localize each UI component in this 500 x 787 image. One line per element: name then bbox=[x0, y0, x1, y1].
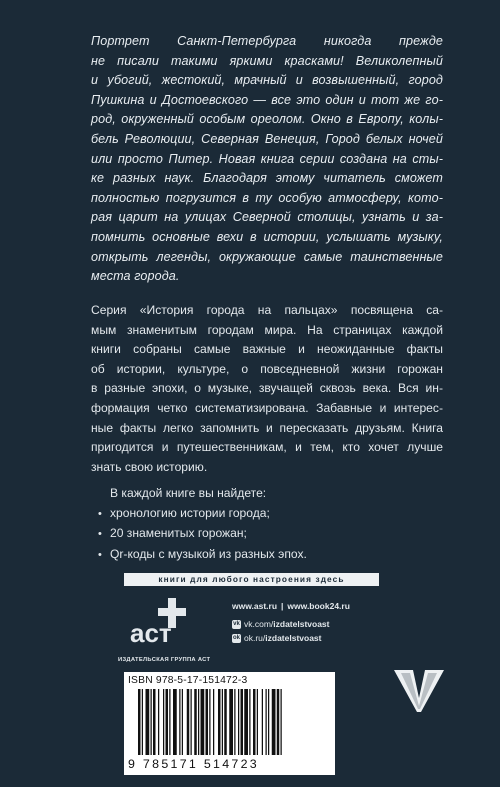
logo-caption: ИЗДАТЕЛЬСКАЯ ГРУППА АСТ bbox=[118, 657, 211, 663]
text-line: не писали такими яркими красками! Великолепный bbox=[91, 53, 443, 68]
barcode-bar bbox=[166, 689, 169, 755]
barcode-bar bbox=[173, 689, 177, 755]
logo-text: аст bbox=[130, 618, 172, 648]
site-link-book24[interactable]: www.book24.ru bbox=[287, 601, 350, 611]
barcode-bar bbox=[158, 689, 159, 755]
v-logo bbox=[391, 668, 447, 714]
list-item: • 20 знаменитых горожан; bbox=[98, 524, 443, 545]
text-line: в разные эпохи, о музыке, звучащей сквозь века. Вся ин- bbox=[91, 381, 443, 396]
series-description bbox=[91, 301, 443, 477]
list-item: • хронологию истории города; bbox=[98, 504, 443, 525]
text-line: об истории, культуре, о повседневной жизни горожан bbox=[91, 361, 443, 376]
barcode-bar bbox=[201, 689, 205, 755]
bullet-icon: • bbox=[98, 507, 102, 520]
barcode-bars bbox=[138, 689, 321, 759]
barcode-bar bbox=[153, 689, 156, 755]
barcode-bar bbox=[281, 689, 282, 755]
vk-icon: vk bbox=[233, 621, 240, 627]
barcode-bar bbox=[194, 689, 197, 755]
barcode-bar bbox=[234, 689, 235, 755]
barcode-bar bbox=[262, 689, 263, 755]
text-line: помнить основные вехи в истории, услышать музыку, bbox=[91, 229, 443, 244]
barcode-bar bbox=[268, 689, 269, 755]
barcode-bar bbox=[224, 689, 227, 755]
barcode-bar bbox=[241, 689, 244, 755]
barcode-bar bbox=[169, 689, 170, 755]
text-line: рая царит на улицах Северной столицы, узнать и за- bbox=[91, 210, 443, 225]
text-line: Пушкина и Достоевского — все это один и тот же го- bbox=[91, 92, 443, 107]
text-line: знать свою историю. bbox=[91, 459, 208, 474]
barcode-bar bbox=[209, 689, 210, 755]
text-line: или просто Питер. Новая книга серии создана на сты- bbox=[91, 151, 443, 166]
publisher-links bbox=[232, 599, 350, 645]
ok-link[interactable]: ok ok.ru/ izdatelstvoast bbox=[232, 633, 322, 643]
text-line: и убогий, жестокий, мрачный и возвышенный, город bbox=[91, 73, 443, 88]
text-line: Серия «История города на пальцах» посвящена са- bbox=[91, 303, 443, 317]
v-logo-shape bbox=[394, 670, 444, 712]
barcode-bar bbox=[151, 689, 152, 755]
text-line: пригодится и путешественникам, и тем, кто хочет лучше bbox=[91, 440, 443, 455]
barcode-digits: 9 785171 514723 bbox=[128, 757, 259, 771]
vk-link[interactable]: vk vk.com/ izdatelstvoast bbox=[233, 619, 330, 629]
barcode-bar bbox=[187, 689, 190, 755]
text-line: книги собраны самые важные и неожиданные факты bbox=[91, 342, 443, 357]
barcode-panel bbox=[124, 672, 335, 775]
bullet-icon: • bbox=[98, 528, 102, 541]
text-line: полностью погрузится в ту особую атмосферу, кото- bbox=[91, 190, 443, 205]
text-line: Портрет Санкт-Петербурга никогда прежде bbox=[91, 34, 443, 48]
barcode-bar bbox=[198, 689, 199, 755]
barcode-bar bbox=[218, 689, 221, 755]
tagline-banner: книги для любого настроения здесь bbox=[124, 573, 379, 586]
barcode-bar bbox=[238, 689, 239, 755]
barcode-bar bbox=[253, 689, 256, 755]
text-line: ке разных наук. Благодаря этому читатель сможет bbox=[91, 171, 443, 186]
barcode-bar bbox=[179, 689, 180, 755]
site-links: www.ast.ru | www.book24.ru bbox=[232, 601, 350, 611]
barcode-bar bbox=[222, 689, 223, 755]
text-line: формация четко систематизирована. Забавные и интерес- bbox=[91, 400, 443, 415]
barcode-bar bbox=[249, 689, 250, 755]
barcode-bar bbox=[142, 689, 143, 755]
barcode-bar bbox=[213, 689, 214, 755]
bullet-icon: • bbox=[98, 548, 102, 561]
barcode-bar bbox=[229, 689, 233, 755]
barcode-bar bbox=[146, 689, 150, 755]
barcode-bar bbox=[272, 689, 276, 755]
isbn-label: ISBN 978-5-17-151472-3 bbox=[128, 675, 248, 686]
intro-italic-paragraph bbox=[91, 32, 443, 287]
text-line: мым знаменитым городам мира. На страницах каждой bbox=[91, 322, 443, 337]
ast-logo bbox=[124, 596, 214, 656]
barcode-bar bbox=[182, 689, 183, 755]
list-intro: В каждой книге вы найдете: bbox=[110, 486, 267, 500]
text-line: открыть легенды, окружающие самые таинственные bbox=[91, 249, 443, 264]
ok-icon: ok bbox=[232, 635, 240, 641]
text-line: места города. bbox=[91, 269, 180, 284]
barcode-bar bbox=[244, 689, 248, 755]
barcode-bar bbox=[163, 689, 164, 755]
list-item: • Qr-коды с музыкой из разных эпох. bbox=[98, 545, 443, 566]
text-line: бель Революции, Северная Венеция, Город белых ночей bbox=[91, 131, 443, 146]
text-line: род, окруженный особым ореолом. Окно в Европу, колы- bbox=[91, 112, 443, 127]
barcode-bar bbox=[277, 689, 280, 755]
barcode-bar bbox=[191, 689, 192, 755]
barcode-bar bbox=[266, 689, 267, 755]
barcode-bar bbox=[257, 689, 258, 755]
barcode-bar bbox=[138, 689, 141, 755]
site-link-ast[interactable]: www.ast.ru bbox=[232, 601, 278, 611]
barcode-bar bbox=[206, 689, 209, 755]
features-list bbox=[91, 484, 443, 565]
text-line: ные факты легко запомнить и пересказать друзьям. Книга bbox=[91, 420, 443, 435]
